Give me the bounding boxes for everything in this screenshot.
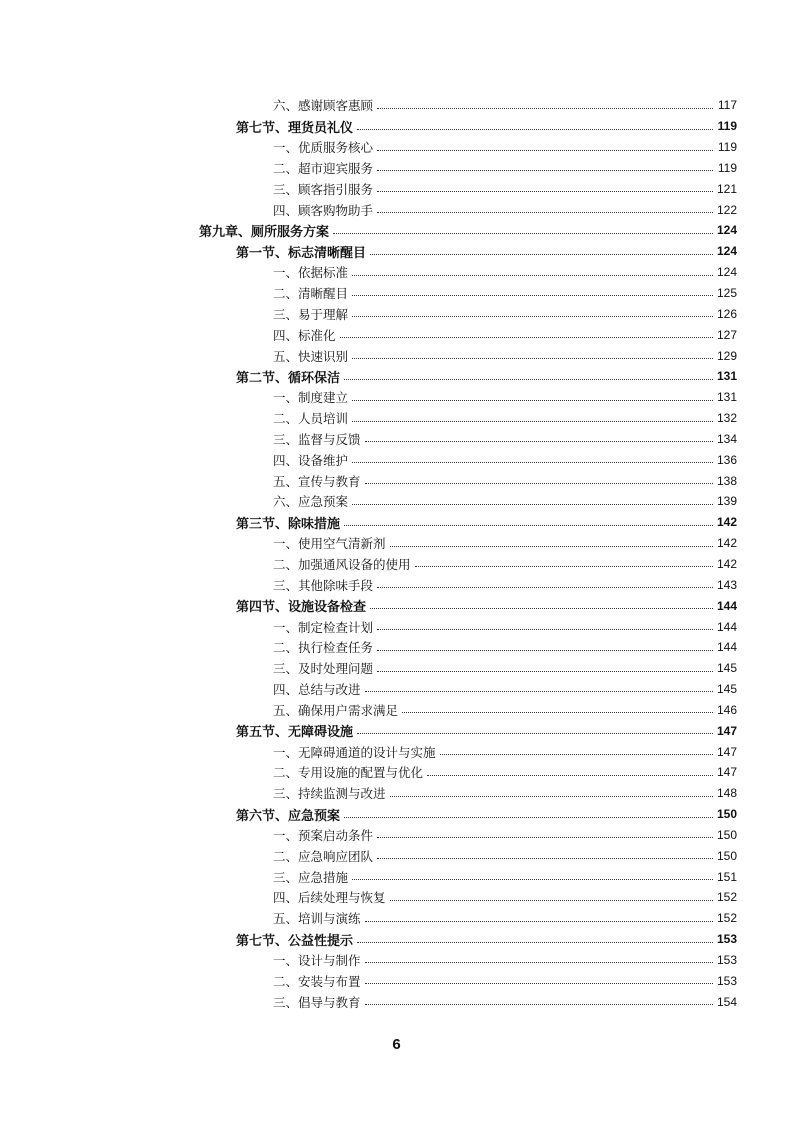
dot-leader bbox=[440, 753, 713, 755]
toc-entry-title: 三、应急措施 bbox=[273, 869, 349, 885]
toc-entry-title: 第九章、厕所服务方案 bbox=[199, 224, 330, 240]
toc-entry-item[interactable] bbox=[0, 178, 793, 199]
toc-entry-page-number: 121 bbox=[716, 181, 737, 196]
toc-entry-title: 第五节、无障碍设施 bbox=[236, 725, 354, 741]
dot-leader bbox=[377, 836, 713, 838]
toc-entry-item[interactable] bbox=[0, 679, 793, 700]
toc-entry-page-number: 142 bbox=[716, 556, 737, 571]
toc-entry-title: 二、超市迎宾服务 bbox=[273, 160, 374, 176]
toc-entry-section[interactable] bbox=[0, 595, 793, 616]
dot-leader bbox=[377, 628, 713, 630]
dot-leader bbox=[402, 711, 713, 713]
toc-entry-page-number: 147 bbox=[716, 744, 737, 759]
dot-leader bbox=[352, 503, 713, 505]
dot-leader bbox=[365, 920, 713, 922]
dot-leader bbox=[344, 816, 713, 818]
toc-entry-item[interactable] bbox=[0, 887, 793, 908]
toc-entry-item[interactable] bbox=[0, 491, 793, 512]
toc-entry-item[interactable] bbox=[0, 845, 793, 866]
toc-entry-title: 三、监督与反馈 bbox=[273, 431, 361, 447]
toc-entry-page-number: 122 bbox=[716, 202, 737, 217]
dot-leader bbox=[333, 232, 713, 234]
dot-leader bbox=[377, 586, 713, 588]
toc-entry-title: 一、使用空气清新剂 bbox=[273, 536, 386, 552]
toc-entry-page-number: 119 bbox=[717, 140, 737, 155]
dot-leader bbox=[340, 336, 713, 338]
toc-entry-section[interactable] bbox=[0, 720, 793, 741]
toc-entry-title: 三、其他除味手段 bbox=[273, 577, 374, 593]
dot-leader bbox=[377, 107, 713, 109]
toc-entry-section[interactable] bbox=[0, 929, 793, 950]
toc-entry-item[interactable] bbox=[0, 303, 793, 324]
toc-entry-page-number: 151 bbox=[716, 869, 737, 884]
toc-entry-item[interactable] bbox=[0, 324, 793, 345]
toc-entry-page-number: 142 bbox=[716, 536, 737, 551]
toc-entry-title: 一、制度建立 bbox=[273, 390, 349, 406]
toc-entry-page-number: 153 bbox=[716, 953, 737, 968]
toc-entry-item[interactable] bbox=[0, 908, 793, 929]
toc-entry-chapter[interactable] bbox=[0, 220, 793, 241]
toc-entry-title: 四、标准化 bbox=[273, 327, 336, 343]
toc-entry-page-number: 127 bbox=[716, 327, 737, 342]
toc-entry-page-number: 126 bbox=[716, 306, 737, 321]
dot-leader bbox=[365, 982, 713, 984]
dot-leader bbox=[352, 461, 713, 463]
toc-entry-page-number: 129 bbox=[716, 348, 737, 363]
toc-entry-title: 三、顾客指引服务 bbox=[273, 181, 374, 197]
toc-entry-item[interactable] bbox=[0, 199, 793, 220]
toc-entry-title: 三、易于理解 bbox=[273, 306, 349, 322]
dot-leader bbox=[390, 899, 713, 901]
toc-entry-page-number: 150 bbox=[716, 827, 737, 842]
toc-entry-item[interactable] bbox=[0, 783, 793, 804]
toc-entry-title: 四、总结与改进 bbox=[273, 682, 361, 698]
toc-entry-page-number: 146 bbox=[716, 702, 737, 717]
toc-entry-section[interactable] bbox=[0, 512, 793, 533]
dot-leader bbox=[370, 253, 713, 255]
toc-entry-title: 第七节、公益性提示 bbox=[236, 933, 354, 949]
toc-entry-title: 四、设备维护 bbox=[273, 452, 349, 468]
toc-entry-title: 第六节、应急预案 bbox=[236, 808, 341, 824]
toc-entry-item[interactable] bbox=[0, 95, 793, 116]
toc-entry-page-number: 147 bbox=[716, 765, 737, 780]
dot-leader bbox=[352, 274, 713, 276]
toc-entry-page-number: 124 bbox=[716, 265, 737, 280]
toc-entry-page-number: 143 bbox=[716, 577, 737, 592]
toc-entry-page-number: 139 bbox=[716, 494, 737, 509]
dot-leader bbox=[365, 961, 713, 963]
toc-entry-item[interactable] bbox=[0, 699, 793, 720]
toc-entry-section[interactable] bbox=[0, 241, 793, 262]
toc-entry-item[interactable] bbox=[0, 866, 793, 887]
dot-leader bbox=[344, 378, 713, 380]
toc-entry-title: 四、顾客购物助手 bbox=[273, 202, 374, 218]
toc-entry-page-number: 145 bbox=[716, 682, 737, 697]
toc-entry-item[interactable] bbox=[0, 429, 793, 450]
dot-leader bbox=[427, 774, 713, 776]
dot-leader bbox=[365, 690, 713, 692]
toc-entry-section[interactable] bbox=[0, 366, 793, 387]
toc-entry-page-number: 154 bbox=[716, 994, 737, 1009]
toc-entry-title: 第二节、循环保洁 bbox=[236, 370, 341, 386]
dot-leader bbox=[352, 420, 713, 422]
toc-entry-title: 二、专用设施的配置与优化 bbox=[273, 765, 424, 781]
toc-entry-page-number: 144 bbox=[716, 640, 737, 655]
dot-leader bbox=[377, 211, 713, 213]
toc-entry-page-number: 117 bbox=[717, 98, 737, 113]
dot-leader bbox=[352, 878, 713, 880]
dot-leader bbox=[357, 128, 713, 130]
dot-leader bbox=[377, 670, 713, 672]
toc-entry-title: 三、持续监测与改进 bbox=[273, 786, 386, 802]
toc-entry-item[interactable] bbox=[0, 658, 793, 679]
toc-entry-page-number: 132 bbox=[716, 411, 737, 426]
toc-entry-title: 一、优质服务核心 bbox=[273, 140, 374, 156]
toc-entry-title: 一、无障碍通道的设计与实施 bbox=[273, 744, 436, 760]
toc-entry-item[interactable] bbox=[0, 158, 793, 179]
dot-leader bbox=[352, 315, 713, 317]
dot-leader bbox=[352, 357, 713, 359]
dot-leader bbox=[415, 565, 713, 567]
toc-entry-title: 二、执行检查任务 bbox=[273, 640, 374, 656]
toc-entry-title: 五、宣传与教育 bbox=[273, 473, 361, 489]
toc-entry-page-number: 119 bbox=[717, 119, 737, 134]
toc-entry-title: 二、清晰醒目 bbox=[273, 286, 349, 302]
toc-entry-title: 一、设计与制作 bbox=[273, 953, 361, 969]
toc-entry-item[interactable] bbox=[0, 470, 793, 491]
toc-entry-item[interactable] bbox=[0, 345, 793, 366]
toc-entry-item[interactable] bbox=[0, 408, 793, 429]
toc-entry-title: 二、人员培训 bbox=[273, 411, 349, 427]
toc-entry-title: 三、倡导与教育 bbox=[273, 994, 361, 1010]
toc-entry-item[interactable] bbox=[0, 574, 793, 595]
toc-entry-item[interactable] bbox=[0, 637, 793, 658]
dot-leader bbox=[377, 857, 713, 859]
toc-entry-page-number: 138 bbox=[716, 473, 737, 488]
toc-entry-page-number: 134 bbox=[716, 431, 737, 446]
toc-entry-page-number: 131 bbox=[716, 390, 737, 405]
toc-entry-title: 第七节、理货员礼仪 bbox=[236, 120, 354, 136]
toc-entry-item[interactable] bbox=[0, 741, 793, 762]
toc-entry-title: 三、及时处理问题 bbox=[273, 661, 374, 677]
toc-entry-title: 一、制定检查计划 bbox=[273, 619, 374, 635]
toc-entry-item[interactable] bbox=[0, 262, 793, 283]
toc-entry-item[interactable] bbox=[0, 137, 793, 158]
toc-entry-page-number: 150 bbox=[716, 807, 737, 822]
dot-leader bbox=[357, 732, 713, 734]
dot-leader bbox=[377, 149, 713, 151]
toc-entry-title: 六、感谢顾客惠顾 bbox=[273, 98, 374, 114]
page-number: 6 bbox=[392, 1036, 401, 1053]
toc-entry-page-number: 152 bbox=[716, 890, 737, 905]
toc-entry-page-number: 125 bbox=[716, 286, 737, 301]
toc-entry-page-number: 124 bbox=[716, 223, 737, 238]
dot-leader bbox=[377, 649, 713, 651]
toc-entry-item[interactable] bbox=[0, 387, 793, 408]
toc-entry-title: 五、培训与演练 bbox=[273, 911, 361, 927]
dot-leader bbox=[365, 440, 713, 442]
toc-entry-page-number: 147 bbox=[716, 723, 737, 738]
toc-entry-item[interactable] bbox=[0, 762, 793, 783]
toc-entry-page-number: 145 bbox=[716, 661, 737, 676]
toc-entry-title: 第三节、除味措施 bbox=[236, 516, 341, 532]
toc-entry-page-number: 153 bbox=[716, 973, 737, 988]
dot-leader bbox=[352, 294, 713, 296]
toc-entry-item[interactable] bbox=[0, 991, 793, 1012]
toc-entry-item[interactable] bbox=[0, 970, 793, 991]
toc-entry-title: 四、后续处理与恢复 bbox=[273, 890, 386, 906]
toc-entry-section[interactable] bbox=[0, 116, 793, 137]
dot-leader bbox=[344, 524, 713, 526]
toc-entry-item[interactable] bbox=[0, 825, 793, 846]
toc-entry-page-number: 148 bbox=[716, 786, 737, 801]
toc-entry-item[interactable] bbox=[0, 554, 793, 575]
toc-entry-title: 六、应急预案 bbox=[273, 494, 349, 510]
dot-leader bbox=[390, 545, 713, 547]
toc-entry-page-number: 150 bbox=[716, 848, 737, 863]
dot-leader bbox=[390, 795, 713, 797]
toc-entry-title: 第一节、标志清晰醒目 bbox=[236, 245, 367, 261]
dot-leader bbox=[377, 190, 713, 192]
toc-entry-title: 二、安装与布置 bbox=[273, 973, 361, 989]
toc-entry-title: 二、加强通风设备的使用 bbox=[273, 556, 411, 572]
toc-entry-page-number: 144 bbox=[716, 619, 737, 634]
toc-entry-item[interactable] bbox=[0, 533, 793, 554]
dot-leader bbox=[370, 607, 713, 609]
toc-entry-item[interactable] bbox=[0, 616, 793, 637]
toc-entry-page-number: 119 bbox=[717, 160, 737, 175]
toc-entry-title: 一、依据标准 bbox=[273, 265, 349, 281]
toc-entry-title: 第四节、设施设备检查 bbox=[236, 600, 367, 616]
toc-entry-page-number: 131 bbox=[716, 369, 737, 384]
toc-entry-title: 五、确保用户需求满足 bbox=[273, 702, 399, 718]
toc-entry-page-number: 144 bbox=[716, 598, 737, 613]
dot-leader bbox=[357, 941, 713, 943]
table-of-contents bbox=[0, 95, 793, 1012]
toc-entry-title: 五、快速识别 bbox=[273, 348, 349, 364]
dot-leader bbox=[352, 399, 713, 401]
toc-entry-page-number: 136 bbox=[716, 452, 737, 467]
toc-entry-page-number: 153 bbox=[716, 932, 737, 947]
dot-leader bbox=[377, 169, 713, 171]
toc-entry-page-number: 152 bbox=[716, 911, 737, 926]
toc-entry-title: 二、应急响应团队 bbox=[273, 848, 374, 864]
toc-entry-page-number: 142 bbox=[716, 515, 737, 530]
dot-leader bbox=[365, 482, 713, 484]
dot-leader bbox=[365, 1003, 713, 1005]
toc-entry-item[interactable] bbox=[0, 449, 793, 470]
toc-entry-item[interactable] bbox=[0, 283, 793, 304]
toc-entry-page-number: 124 bbox=[716, 244, 737, 259]
toc-entry-title: 一、预案启动条件 bbox=[273, 827, 374, 843]
toc-entry-item[interactable] bbox=[0, 950, 793, 971]
toc-entry-section[interactable] bbox=[0, 804, 793, 825]
